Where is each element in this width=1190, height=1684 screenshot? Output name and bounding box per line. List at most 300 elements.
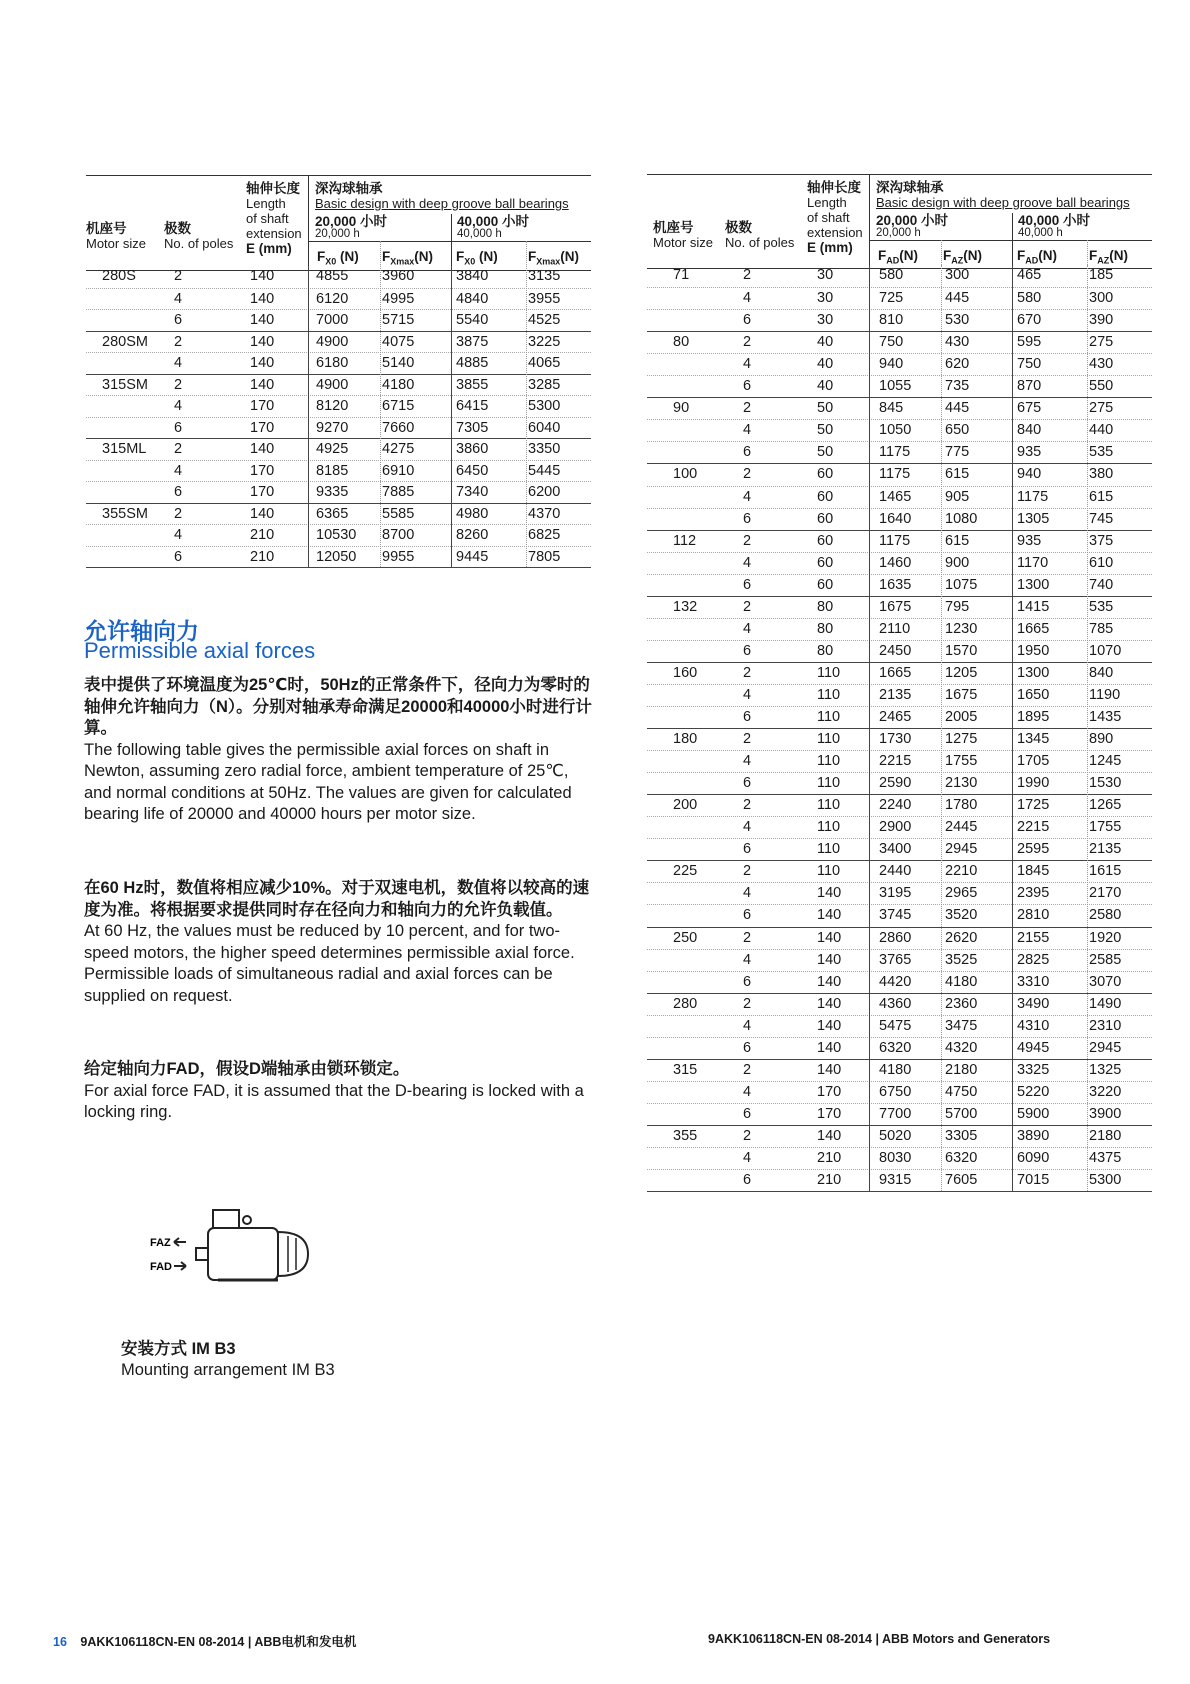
table-cell: 4900 <box>316 376 349 393</box>
table-cell: 465 <box>1017 267 1042 283</box>
table-cell: 940 <box>1017 466 1042 483</box>
table-cell: 4 <box>743 290 752 307</box>
table-cell: 1175 <box>879 466 911 483</box>
table-cell: 7000 <box>316 312 349 328</box>
table-cell: 750 <box>879 334 904 351</box>
table-cell: 140 <box>250 441 275 457</box>
table-row <box>647 904 1152 926</box>
table-cell: 1950 <box>1017 642 1050 659</box>
table-cell: 2945 <box>945 841 978 858</box>
table-cell: 210 <box>250 527 275 543</box>
diagram-caption-cn: 安装方式 IM B3 <box>121 1340 236 1358</box>
table-row <box>647 1125 1152 1147</box>
table-cell: 140 <box>817 951 842 968</box>
table-cell: 7305 <box>456 419 489 436</box>
table-cell: 6750 <box>879 1083 912 1100</box>
table-row <box>647 1169 1152 1191</box>
table-cell: 1415 <box>1017 598 1050 615</box>
table-cell: 60 <box>817 466 834 483</box>
table-row <box>647 1103 1152 1125</box>
table-cell: 2110 <box>879 620 911 637</box>
hdr-40k-cn-r: 40,000 小时 <box>1018 213 1091 228</box>
table-cell: 50 <box>817 422 834 439</box>
table-cell: 440 <box>1089 422 1114 439</box>
hdr-length-en2-r: of shaft <box>807 210 850 225</box>
table-cell: 3840 <box>456 268 489 284</box>
table-cell: 6450 <box>456 462 489 479</box>
right-table-header <box>647 174 1152 268</box>
table-cell: 225 <box>673 863 698 880</box>
column-separator <box>1012 265 1013 1191</box>
table-cell: 1675 <box>879 598 912 615</box>
table-cell: 140 <box>250 333 275 350</box>
table-row <box>86 460 591 482</box>
table-cell: 2005 <box>945 709 978 725</box>
table-cell: 935 <box>1017 532 1042 549</box>
table-cell: 1460 <box>879 554 912 571</box>
lifting-eye <box>243 1216 251 1224</box>
table-cell: 4980 <box>456 505 489 522</box>
table-cell: 300 <box>1089 290 1114 307</box>
table-cell: 2465 <box>879 709 912 725</box>
table-cell: 6090 <box>1017 1150 1050 1166</box>
table-cell: 9445 <box>456 548 489 565</box>
hdr-fad-1: $F_{AD}(N)$ <box>878 248 918 266</box>
table-cell: 40 <box>817 334 834 351</box>
table-cell: 550 <box>1089 378 1114 395</box>
table-cell: 4885 <box>456 355 489 371</box>
table-cell: 6 <box>743 378 752 395</box>
table-row <box>86 546 591 568</box>
table-cell: 10530 <box>316 527 357 543</box>
table-cell: 110 <box>817 664 841 681</box>
table-cell: 3955 <box>528 290 561 307</box>
table-cell: 1755 <box>1089 819 1122 836</box>
table-cell: 3220 <box>1089 1083 1122 1100</box>
table-cell: 2135 <box>1089 841 1122 858</box>
table-cell: 5140 <box>382 355 415 371</box>
table-cell: 535 <box>1089 598 1114 615</box>
table-row <box>647 728 1152 750</box>
table-cell: 6 <box>743 1039 752 1056</box>
table-row <box>647 640 1152 662</box>
table-row <box>647 684 1152 706</box>
table-cell: 4310 <box>1017 1017 1050 1034</box>
table-cell: 7700 <box>879 1105 912 1122</box>
table-cell: 140 <box>250 355 275 371</box>
table-cell: 170 <box>250 398 275 414</box>
table-row <box>647 265 1152 287</box>
hdr-length-en1: Length <box>246 196 286 211</box>
table-cell: 30 <box>817 312 834 329</box>
table-cell: 3745 <box>879 907 912 924</box>
table-cell: 4 <box>743 1083 752 1100</box>
table-cell: 280 <box>673 995 698 1012</box>
hdr-40k-en: 40,000 h <box>457 228 502 240</box>
table-cell: 4360 <box>879 995 912 1012</box>
table-cell: 4 <box>743 1017 752 1034</box>
table-cell: 380 <box>1089 466 1114 483</box>
hdr-length-en3-r: extension <box>807 225 863 240</box>
paragraph-2 <box>84 878 594 1007</box>
table-cell: 2595 <box>1017 841 1050 858</box>
hdr-poles-en: No. of poles <box>164 236 234 251</box>
table-cell: 1895 <box>1017 709 1050 725</box>
column-separator <box>380 266 381 567</box>
table-cell: 675 <box>1017 400 1042 417</box>
table-cell: 6 <box>743 444 752 461</box>
table-row <box>647 1037 1152 1059</box>
table-cell: 315SM <box>102 376 148 393</box>
table-row <box>86 266 591 288</box>
table-cell: 725 <box>879 290 904 307</box>
table-cell: 810 <box>879 312 904 329</box>
paragraph-1-en: The following table gives the permissible axial forces on shaft in Newton, assuming zero radial force, ambient temperature of 25℃, and normal conditions at 50Hz. The values are given for calculated bearing life of 20000 and 40000 hours per motor size. <box>84 740 572 823</box>
table-cell: 2590 <box>879 775 912 792</box>
table-cell: 1230 <box>945 620 978 637</box>
table-row <box>647 971 1152 993</box>
faz-label: FAZ <box>150 1237 171 1249</box>
table-row <box>647 706 1152 728</box>
table-cell: 140 <box>250 376 275 393</box>
table-cell: 6715 <box>382 398 415 414</box>
table-cell: 2 <box>743 1061 752 1078</box>
table-cell: 7885 <box>382 484 415 500</box>
table-cell: 110 <box>817 709 841 725</box>
table-cell: 1615 <box>1089 863 1122 880</box>
table-row <box>647 794 1152 816</box>
table-cell: 6 <box>743 775 752 792</box>
table-cell: 2 <box>743 863 752 880</box>
table-cell: 2 <box>743 598 752 615</box>
hdr-bearing-en-r: Basic design with deep groove ball bearings <box>876 195 1130 210</box>
motor-fan-cover <box>278 1232 308 1276</box>
faz-arrow-icon <box>174 1238 186 1246</box>
table-cell: 80 <box>817 598 834 615</box>
table-cell: 110 <box>817 686 841 703</box>
table-cell: 445 <box>945 400 970 417</box>
table-cell: 785 <box>1089 620 1114 637</box>
table-cell: 140 <box>250 290 275 307</box>
table-cell: 5900 <box>1017 1105 1050 1122</box>
table-cell: 2 <box>743 664 752 681</box>
table-cell: 5020 <box>879 1127 912 1144</box>
table-cell: 4065 <box>528 355 561 371</box>
table-cell: 280S <box>102 268 136 284</box>
table-cell: 4 <box>743 620 752 637</box>
table-row <box>647 816 1152 838</box>
table-bottom-rule <box>86 567 591 568</box>
table-cell: 40 <box>817 356 834 373</box>
table-cell: 3325 <box>1017 1061 1050 1078</box>
table-cell: 4180 <box>382 376 415 393</box>
table-cell: 3310 <box>1017 973 1050 990</box>
table-cell: 390 <box>1089 312 1114 329</box>
table-cell: 2 <box>174 333 183 350</box>
table-cell: 170 <box>817 1105 842 1122</box>
table-cell: 9335 <box>316 484 349 500</box>
table-cell: 2445 <box>945 819 978 836</box>
table-cell: 2215 <box>879 753 912 770</box>
table-cell: 160 <box>673 664 698 681</box>
table-row <box>647 838 1152 860</box>
hdr-poles-cn-r: 极数 <box>725 220 752 235</box>
table-cell: 210 <box>250 548 275 565</box>
table-cell: 2395 <box>1017 885 1050 902</box>
table-cell: 4 <box>174 527 183 543</box>
table-cell: 7660 <box>382 419 415 436</box>
table-cell: 430 <box>1089 356 1114 373</box>
table-cell: 2 <box>743 334 752 351</box>
table-row <box>86 331 591 353</box>
table-cell: 2965 <box>945 885 978 902</box>
table-cell: 745 <box>1089 510 1114 527</box>
table-cell: 3305 <box>945 1127 978 1144</box>
hdr-20k-cn-r: 20,000 小时 <box>876 213 949 228</box>
table-cell: 355SM <box>102 505 148 522</box>
table-row <box>86 481 591 503</box>
table-row <box>86 503 591 525</box>
table-row <box>647 397 1152 419</box>
table-cell: 445 <box>945 290 970 307</box>
hdr-20k-cn: 20,000 小时 <box>315 214 388 229</box>
table-cell: 900 <box>945 554 970 571</box>
hdr-faz-2: $F_{AZ}(N)$ <box>1089 248 1128 266</box>
hdr-20k-en-r: 20,000 h <box>876 227 921 239</box>
table-cell: 4 <box>743 422 752 439</box>
motor-diagram <box>148 1200 318 1290</box>
table-row <box>647 441 1152 463</box>
table-cell: 50 <box>817 400 834 417</box>
table-cell: 5715 <box>382 312 415 328</box>
hdr-40k-cn: 40,000 小时 <box>457 214 530 229</box>
table-cell: 1175 <box>879 532 911 549</box>
table-cell: 2 <box>743 267 752 283</box>
table-cell: 1665 <box>879 664 912 681</box>
hdr-bearing-en: Basic design with deep groove ball bearings <box>315 196 569 211</box>
table-cell: 6 <box>743 907 752 924</box>
table-cell: 8030 <box>879 1150 912 1166</box>
table-cell: 5475 <box>879 1017 912 1034</box>
table-row <box>647 860 1152 882</box>
table-cell: 1435 <box>1089 709 1122 725</box>
table-cell: 1530 <box>1089 775 1122 792</box>
table-cell: 140 <box>817 1127 842 1144</box>
table-row <box>647 993 1152 1015</box>
table-cell: 315 <box>673 1061 698 1078</box>
table-cell: 7015 <box>1017 1172 1050 1189</box>
table-cell: 5700 <box>945 1105 978 1122</box>
table-cell: 4 <box>174 290 183 307</box>
table-cell: 735 <box>945 378 970 395</box>
hdr-bearing-cn-r: 深沟球轴承 <box>876 180 944 195</box>
table-cell: 3890 <box>1017 1127 1050 1144</box>
table-cell: 90 <box>673 400 690 417</box>
table-cell: 2 <box>743 731 752 748</box>
table-cell: 1990 <box>1017 775 1050 792</box>
table-cell: 7805 <box>528 548 561 565</box>
section-title-en: Permissible axial forces <box>84 638 316 663</box>
table-row <box>647 618 1152 640</box>
table-cell: 4900 <box>316 333 349 350</box>
table-cell: 2 <box>743 929 752 946</box>
table-row <box>86 374 591 396</box>
table-cell: 140 <box>250 505 275 522</box>
table-row <box>647 1015 1152 1037</box>
paragraph-2-en: At 60 Hz, the values must be reduced by 10 percent, and for two-speed motors, the higher speed determines permissible axial force. Permissible loads of simultaneous radial and axial forces can be supplied on request. <box>84 922 575 1005</box>
paragraph-3-cn: 给定轴向力FAD，假设D端轴承由锁环锁定。 <box>84 1060 410 1078</box>
table-cell: 60 <box>817 532 834 549</box>
hdr-fxmax-1: $F_{Xmax}(N)$ <box>382 249 434 267</box>
table-cell: 4525 <box>528 312 561 328</box>
table-cell: 1635 <box>879 576 912 593</box>
table-cell: 50 <box>817 444 834 461</box>
table-cell: 7605 <box>945 1172 978 1189</box>
hdr-length-unit: E (mm) <box>246 241 292 256</box>
table-cell: 2 <box>743 1127 752 1144</box>
table-cell: 315ML <box>102 441 147 457</box>
table-cell: 4320 <box>945 1039 978 1056</box>
table-cell: 12050 <box>316 548 357 565</box>
table-cell: 1080 <box>945 510 978 527</box>
table-cell: 1175 <box>1017 488 1049 505</box>
hdr-length-cn-r: 轴伸长度 <box>807 180 861 195</box>
hdr-fx0-2: $F_{X0}$ (N) <box>456 249 498 267</box>
table-cell: 80 <box>817 620 834 637</box>
table-row <box>647 949 1152 971</box>
table-cell: 2135 <box>879 686 912 703</box>
table-cell: 170 <box>817 1083 842 1100</box>
table-cell: 4 <box>743 951 752 968</box>
table-cell: 2 <box>174 505 183 522</box>
table-cell: 100 <box>673 466 698 483</box>
table-cell: 2240 <box>879 797 912 814</box>
table-cell: 1245 <box>1089 753 1122 770</box>
hdr-fad-2: $F_{AD}(N)$ <box>1017 248 1057 266</box>
table-cell: 8185 <box>316 462 349 479</box>
table-cell: 1755 <box>945 753 978 770</box>
hdr-bearing-cn: 深沟球轴承 <box>315 181 383 196</box>
table-cell: 4 <box>743 686 752 703</box>
table-cell: 3520 <box>945 907 978 924</box>
footer-right-text: 9AKK106118CN-EN 08-2014 | ABB Motors and Generators <box>708 1632 1051 1646</box>
table-cell: 185 <box>1089 267 1114 283</box>
table-cell: 355 <box>673 1127 698 1144</box>
table-row <box>86 309 591 331</box>
table-cell: 6 <box>743 841 752 858</box>
paragraph-2-cn: 在60 Hz时，数值将相应减少10%。对于双速电机，数值将以较高的速度为准。将根据要求提供同时存在径向力和轴向力的允许负载值。 <box>84 879 590 919</box>
column-separator <box>869 265 870 1191</box>
table-row <box>647 530 1152 552</box>
table-cell: 6 <box>743 312 752 329</box>
table-cell: 1055 <box>879 378 912 395</box>
column-separator <box>941 265 942 1191</box>
table-cell: 1705 <box>1017 753 1050 770</box>
table-cell: 2810 <box>1017 907 1050 924</box>
table-cell: 4180 <box>879 1061 912 1078</box>
table-cell: 6415 <box>456 398 489 414</box>
table-cell: 110 <box>817 753 841 770</box>
hdr-size-cn: 机座号 <box>86 221 127 236</box>
table-row <box>647 750 1152 772</box>
section-title-cn: 允许轴向力 <box>84 618 199 644</box>
table-cell: 3855 <box>456 376 489 393</box>
table-cell: 535 <box>1089 444 1114 461</box>
table-cell: 905 <box>945 488 970 505</box>
table-cell: 795 <box>945 598 970 615</box>
table-cell: 3960 <box>382 268 415 284</box>
table-cell: 4 <box>743 1150 752 1166</box>
table-cell: 1675 <box>945 686 978 703</box>
table-cell: 1780 <box>945 797 978 814</box>
table-cell: 3135 <box>528 268 561 284</box>
table-row <box>86 438 591 460</box>
table-cell: 840 <box>1017 422 1042 439</box>
table-cell: 110 <box>817 775 841 792</box>
table-cell: 615 <box>1089 488 1114 505</box>
table-cell: 2860 <box>879 929 912 946</box>
table-cell: 4 <box>174 398 183 414</box>
table-cell: 4855 <box>316 268 349 284</box>
table-cell: 140 <box>817 1017 842 1034</box>
table-row <box>647 1081 1152 1103</box>
table-cell: 8120 <box>316 398 349 414</box>
table-cell: 2440 <box>879 863 912 880</box>
table-cell: 4 <box>743 554 752 571</box>
page-number: 16 <box>53 1635 67 1649</box>
table-cell: 140 <box>817 907 842 924</box>
table-cell: 4420 <box>879 973 912 990</box>
table-cell: 375 <box>1089 532 1114 549</box>
hdr-size-en: Motor size <box>86 236 146 251</box>
table-cell: 2 <box>743 995 752 1012</box>
table-cell: 2450 <box>879 642 912 659</box>
table-cell: 110 <box>817 863 841 880</box>
table-cell: 2130 <box>945 775 978 792</box>
table-cell: 250 <box>673 929 698 946</box>
table-row <box>647 375 1152 397</box>
table-cell: 140 <box>817 929 842 946</box>
table-cell: 6 <box>743 510 752 527</box>
table-cell: 8260 <box>456 527 489 543</box>
table-cell: 940 <box>879 356 904 373</box>
table-cell: 9955 <box>382 548 415 565</box>
table-cell: 5540 <box>456 312 489 328</box>
table-cell: 9270 <box>316 419 349 436</box>
table-cell: 60 <box>817 510 834 527</box>
table-cell: 6 <box>743 973 752 990</box>
table-cell: 2310 <box>1089 1017 1122 1034</box>
table-cell: 210 <box>817 1150 842 1166</box>
table-cell: 3765 <box>879 951 912 968</box>
table-cell: 6 <box>174 484 183 500</box>
table-cell: 2 <box>174 268 183 284</box>
table-cell: 2 <box>174 376 183 393</box>
table-row <box>86 395 591 417</box>
table-cell: 6 <box>743 1172 752 1189</box>
table-cell: 5585 <box>382 505 415 522</box>
table-bottom-rule <box>647 1191 1152 1192</box>
table-cell: 840 <box>1089 664 1114 681</box>
table-cell: 4 <box>174 355 183 371</box>
table-cell: 615 <box>945 532 970 549</box>
footer-left-text: 9AKK106118CN-EN 08-2014 | ABB电机和发电机 <box>80 1635 357 1649</box>
hdr-length-en3: extension <box>246 226 302 241</box>
table-cell: 6825 <box>528 527 561 543</box>
table-cell: 1075 <box>945 576 978 593</box>
table-cell: 430 <box>945 334 970 351</box>
table-cell: 1190 <box>1089 686 1121 703</box>
